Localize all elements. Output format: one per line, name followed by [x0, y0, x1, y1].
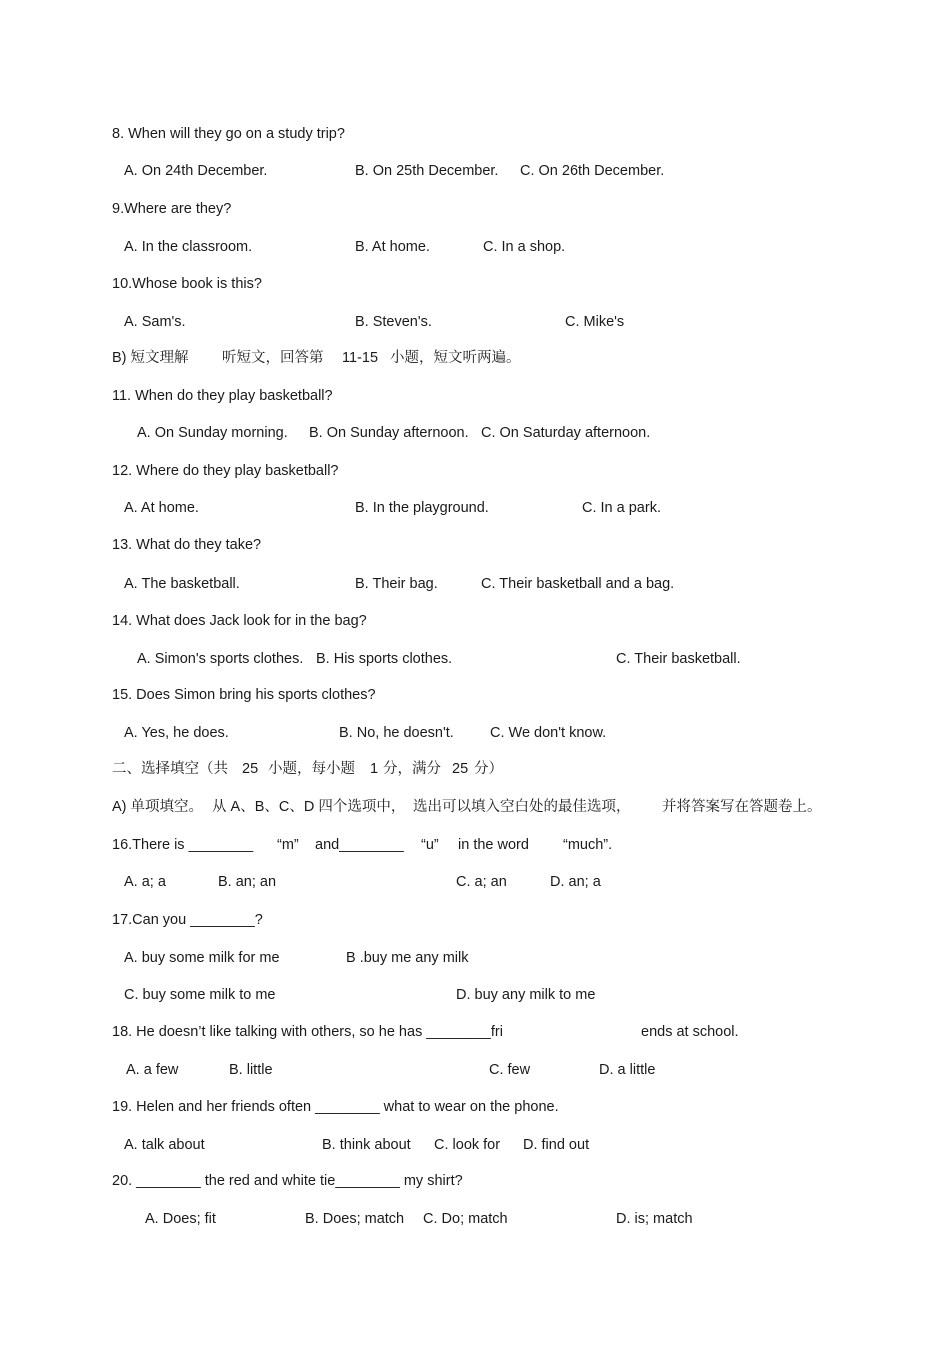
answer-option: C. In a park. [582, 500, 661, 516]
answer-option: D. an; a [550, 874, 601, 890]
answer-option: “much”. [563, 837, 613, 853]
answer-option: 选出可以填入空白处的最佳选项， [413, 799, 631, 815]
answer-option: A. buy some milk for me [124, 950, 280, 966]
answer-option: C. Mike's [565, 314, 625, 330]
answer-option: C. We don't know. [490, 725, 607, 741]
answer-option: A. At home. [124, 500, 199, 516]
answer-option: A. Sam's. [124, 314, 186, 330]
answer-option: B. little [229, 1062, 273, 1078]
question-text: 14. What does Jack look for in the bag? [112, 613, 367, 629]
answer-option: D. find out [523, 1137, 590, 1153]
answer-option: D. a little [599, 1062, 656, 1078]
answer-option: C. In a shop. [483, 239, 566, 255]
answer-option: D. buy any milk to me [456, 987, 596, 1003]
answer-option: B. think about [322, 1137, 411, 1153]
answer-option: B. Does; match [305, 1211, 405, 1227]
question-text: 20. ________ the red and white tie________ my shirt? [112, 1173, 463, 1189]
answer-option: 11-15 [342, 350, 379, 366]
answer-option: C. Their basketball and a bag. [481, 576, 675, 592]
answer-option: “u” [421, 837, 439, 853]
answer-option: B. No, he doesn't. [339, 725, 454, 741]
question-text: 8. When will they go on a study trip? [112, 126, 345, 142]
answer-option: 听短文，回答第 [222, 350, 324, 366]
answer-option: 并将答案写在答题卷上。 [662, 799, 822, 815]
answer-option: C. few [489, 1062, 531, 1078]
question-text: 13. What do they take? [112, 537, 262, 553]
answer-option: 25 [242, 761, 259, 777]
answer-option: C. a; an [456, 874, 507, 890]
answer-option: B. On 25th December. [355, 163, 499, 179]
answer-option: 1 [370, 761, 379, 777]
answer-option: A. On 24th December. [124, 163, 268, 179]
answer-option: 小题，短文听两遍。 [390, 350, 521, 366]
answer-option: C. buy some milk to me [124, 987, 276, 1003]
answer-option: “m” [277, 837, 299, 853]
answer-option: C. look for [434, 1137, 501, 1153]
answer-option: A. The basketball. [124, 576, 240, 592]
answer-option: D. is; match [616, 1211, 693, 1227]
answer-option: A) 单项填空。 [112, 799, 204, 815]
answer-option: and________ [315, 837, 404, 853]
answer-option: A. Simon's sports clothes. [137, 651, 304, 667]
answer-option: A. In the classroom. [124, 239, 253, 255]
answer-option: 25 [452, 761, 469, 777]
question-text: 12. Where do they play basketball? [112, 463, 339, 479]
answer-option: A. Does; fit [145, 1211, 216, 1227]
answer-option: B. Steven's. [355, 314, 432, 330]
answer-option: 16.There is ________ [112, 837, 254, 853]
answer-option: B. At home. [355, 239, 430, 255]
answer-option: A. Yes, he does. [124, 725, 229, 741]
question-text: 19. Helen and her friends often ________ what to wear on the phone. [112, 1099, 559, 1115]
answer-option: B. In the playground. [355, 500, 489, 516]
answer-option: B. Their bag. [355, 576, 438, 592]
question-text: 11. When do they play basketball? [112, 388, 333, 404]
answer-option: A. a few [126, 1062, 179, 1078]
answer-option: ends at school. [641, 1024, 739, 1040]
question-text: 15. Does Simon bring his sports clothes? [112, 687, 376, 703]
answer-option: B) 短文理解 [112, 350, 189, 366]
question-text: 9.Where are they? [112, 201, 232, 217]
question-text: 17.Can you ________? [112, 912, 263, 928]
answer-option: 二、选择填空（共 [112, 761, 228, 777]
answer-option: B. an; an [218, 874, 277, 890]
answer-option: 小题，每小题 [268, 761, 355, 777]
answer-option: C. Their basketball. [616, 651, 741, 667]
answer-option: in the word [458, 837, 529, 853]
answer-option: B .buy me any milk [346, 950, 469, 966]
answer-option: A. a; a [124, 874, 166, 890]
answer-option: C. On Saturday afternoon. [481, 425, 651, 441]
answer-option: B. On Sunday afternoon. [309, 425, 469, 441]
answer-option: 18. He doesn’t like talking with others, so he has ________fri [112, 1024, 503, 1040]
answer-option: B. His sports clothes. [316, 651, 453, 667]
answer-option: A. On Sunday morning. [137, 425, 288, 441]
answer-option: 从 A、B、C、D 四个选项中， [212, 799, 406, 815]
answer-option: A. talk about [124, 1137, 205, 1153]
answer-option: C. On 26th December. [520, 163, 665, 179]
answer-option: 分） [474, 761, 503, 777]
question-text: 10.Whose book is this? [112, 276, 262, 292]
answer-option: C. Do; match [423, 1211, 508, 1227]
answer-option: 分，满分 [383, 761, 441, 777]
